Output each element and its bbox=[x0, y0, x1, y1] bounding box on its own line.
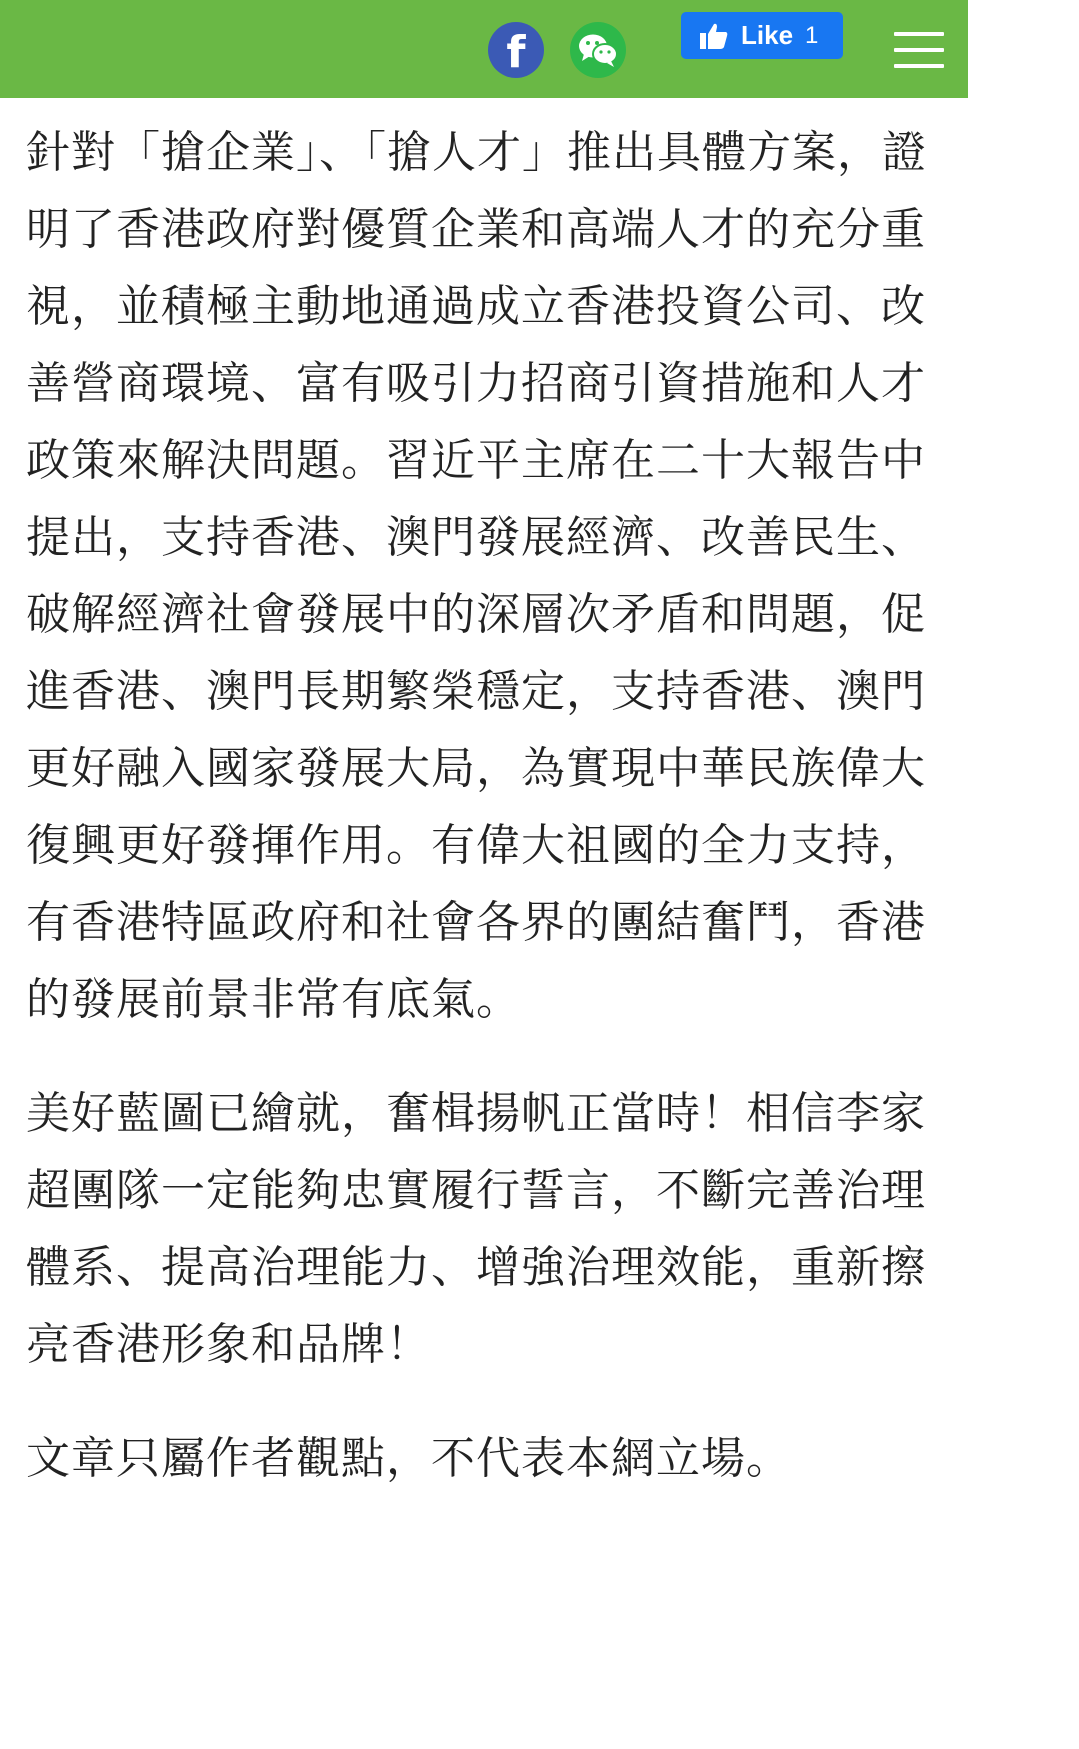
like-count: 1 bbox=[805, 21, 819, 49]
article-body bbox=[26, 114, 946, 1534]
like-label: Like bbox=[741, 20, 794, 50]
article-disclaimer: 文章只屬作者觀點，不代表本網立場。 bbox=[26, 1433, 791, 1484]
like-button[interactable] bbox=[681, 12, 843, 59]
article-paragraph: 針對「搶企業」、「搶人才」推出具體方案，證明了香港政府對優質企業和高端人才的充分重視，並積極主動地通過成立香港投資公司、改善營商環境、富有吸引力招商引資措施和人才政策來解決問題。習近平主席在二十大報告中提出，支持香港、澳門發展經濟、改善民生、破解經濟社會發展中的深層次矛盾和問題，促進香港、澳門長期繁榮穩定，支持香港、澳門更好融入國家發展大局，為實現中華民族偉大復興更好發揮作用。有偉大祖國的全力支持，有香港特區政府和社會各界的團結奮鬥，香港的發展前景非常有底氣。 bbox=[26, 127, 927, 1025]
article-paragraph: 美好藍圖已繪就，奮楫揚帆正當時！相信李家超團隊一定能夠忠實履行誓言，不斷完善治理體系、提高治理能力、增強治理效能，重新擦亮香港形象和品牌！ bbox=[26, 1088, 926, 1370]
wechat-bubbles-icon bbox=[576, 30, 620, 70]
wechat-icon[interactable] bbox=[570, 22, 626, 78]
thumbs-up-icon bbox=[699, 22, 729, 50]
facebook-icon[interactable] bbox=[488, 22, 544, 78]
hamburger-menu-icon[interactable] bbox=[894, 32, 944, 70]
top-toolbar bbox=[0, 0, 968, 98]
facebook-letter: f bbox=[506, 27, 526, 78]
